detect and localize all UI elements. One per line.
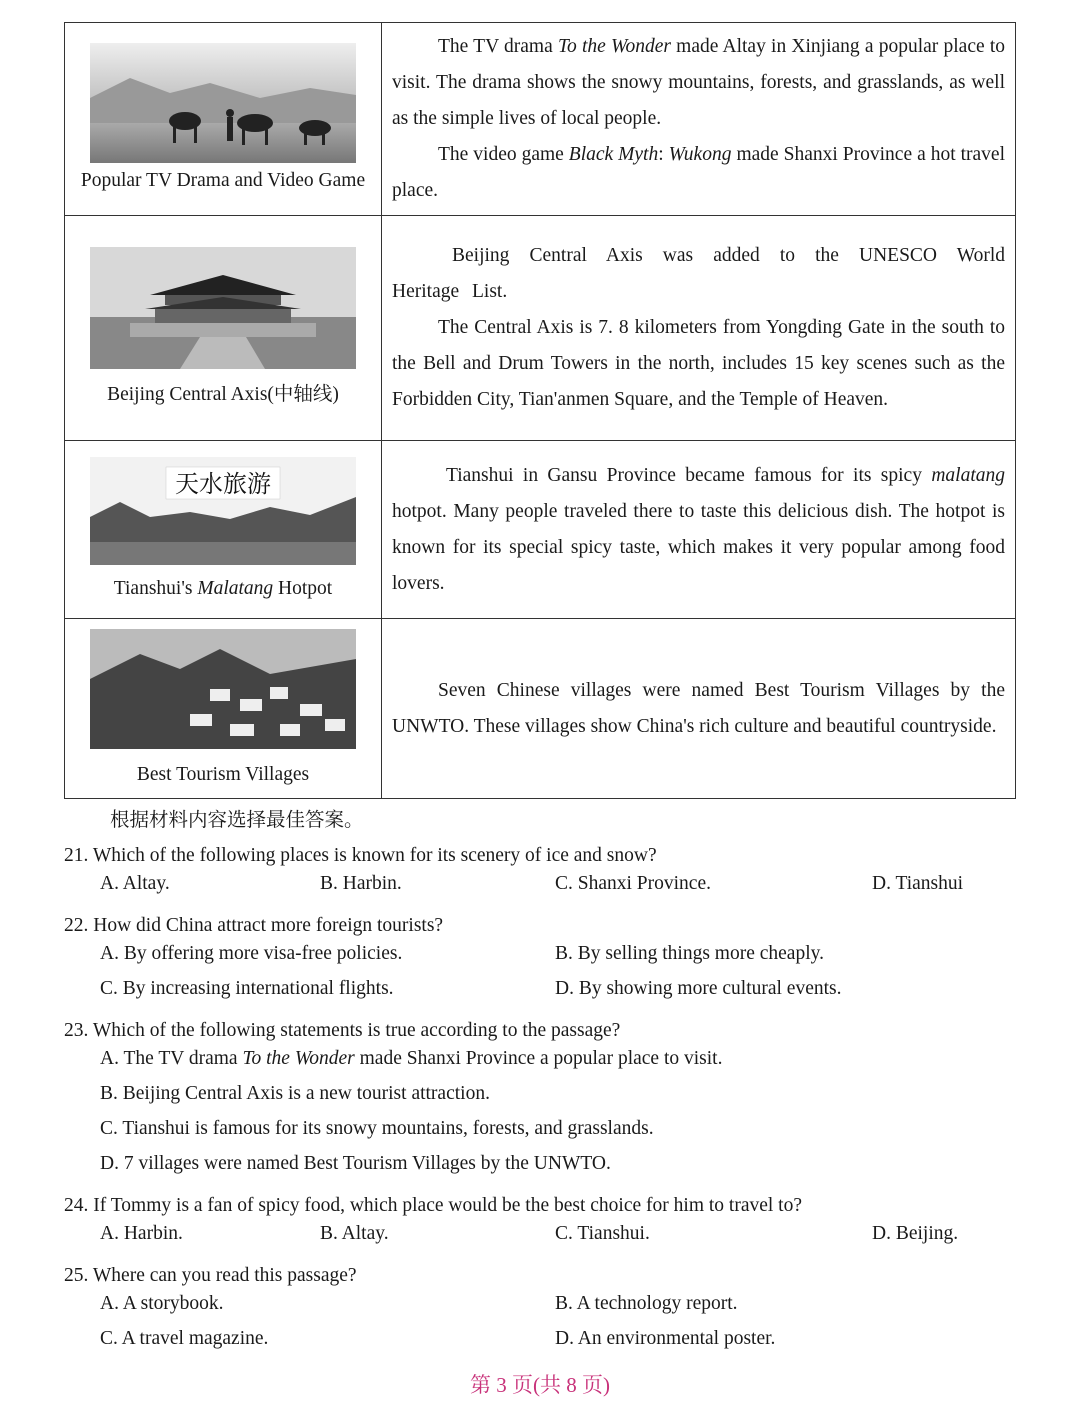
option: D. An environmental poster. (555, 1328, 776, 1349)
option: C. Shanxi Province. (555, 873, 711, 894)
option: C. A travel magazine. (100, 1328, 269, 1349)
question-stem: 21. Which of the following places is known for its scenery of ice and snow? (64, 845, 657, 866)
material-row-tv-game (65, 23, 1016, 216)
village-photo (90, 629, 356, 749)
tianshui-travel-poster (90, 457, 356, 565)
option: D. Beijing. (872, 1223, 959, 1244)
caption: Best Tourism Villages (136, 763, 310, 785)
poster-title: 天水旅游 (175, 469, 271, 498)
option: A. The TV drama To the Wonder made Shanxi Province a popular place to visit. (100, 1048, 723, 1069)
option: B. Harbin. (320, 873, 402, 894)
option: C. By increasing international flights. (100, 978, 394, 999)
material-row-tianshui (65, 441, 1016, 619)
caravan-desert-photo (90, 43, 356, 163)
option: B. By selling things more cheaply. (555, 943, 824, 964)
question-stem: 24. If Tommy is a fan of spicy food, which place would be the best choice for him to travel to? (64, 1195, 802, 1216)
paragraph: Tianshui in Gansu Province became famous for its spicy malatang hotpot. Many people traveled there to taste this delicious dish. The hotpot is known for its special spicy taste, which makes it very popular among food lovers. (392, 464, 1005, 594)
page-number: 第 3 页(共 8 页) (470, 1373, 610, 1397)
paragraph: The video game Black Myth: Wukong made Shanxi Province a hot travel place. (392, 144, 1005, 201)
instruction: 根据材料内容选择最佳答案。 (110, 810, 364, 831)
paragraph: Seven Chinese villages were named Best Tourism Villages by the UNWTO. These villages show China's rich culture and beautiful countryside. (392, 679, 1005, 737)
question-stem: 22. How did China attract more foreign tourists? (64, 915, 444, 936)
paragraph: Beijing Central Axis was added to the UNESCO World Heritage List. (392, 245, 1005, 302)
forbidden-city-photo (90, 247, 356, 369)
caption: Popular TV Drama and Video Game (80, 170, 366, 191)
option: A. A storybook. (100, 1293, 224, 1314)
option: C. Tianshui is famous for its snowy mountains, forests, and grasslands. (100, 1118, 654, 1139)
option: D. 7 villages were named Best Tourism Villages by the UNWTO. (100, 1153, 611, 1174)
paragraph: The TV drama To the Wonder made Altay in Xinjiang a popular place to visit. The drama shows the snowy mountains, forests, and grasslands, as well as the simple lives of local people. (392, 36, 1006, 129)
option: C. Tianshui. (555, 1223, 650, 1244)
option: A. By offering more visa-free policies. (100, 943, 403, 964)
option: D. By showing more cultural events. (555, 978, 842, 999)
option: D. Tianshui (872, 873, 964, 894)
option: B. A technology report. (555, 1293, 738, 1314)
paragraph: The Central Axis is 7. 8 kilometers from Yongding Gate in the south to the Bell and Drum Towers in the north, includes 15 key scenes such as the Forbidden City, Tian'anmen Square, and the Temple of Heaven. (392, 317, 1005, 410)
caption: Tianshui's Malatang Hotpot (113, 577, 333, 599)
question-stem: 25. Where can you read this passage? (64, 1265, 357, 1286)
option: B. Beijing Central Axis is a new tourist attraction. (100, 1083, 490, 1104)
materials-table (64, 22, 1016, 799)
option: A. Harbin. (100, 1223, 183, 1244)
caption: Beijing Central Axis(中轴线) (107, 384, 339, 405)
material-row-central-axis (65, 216, 1016, 441)
option: B. Altay. (320, 1223, 389, 1244)
question-stem: 23. Which of the following statements is true according to the passage? (64, 1020, 621, 1041)
material-row-villages (65, 619, 1016, 799)
option: A. Altay. (100, 873, 170, 894)
